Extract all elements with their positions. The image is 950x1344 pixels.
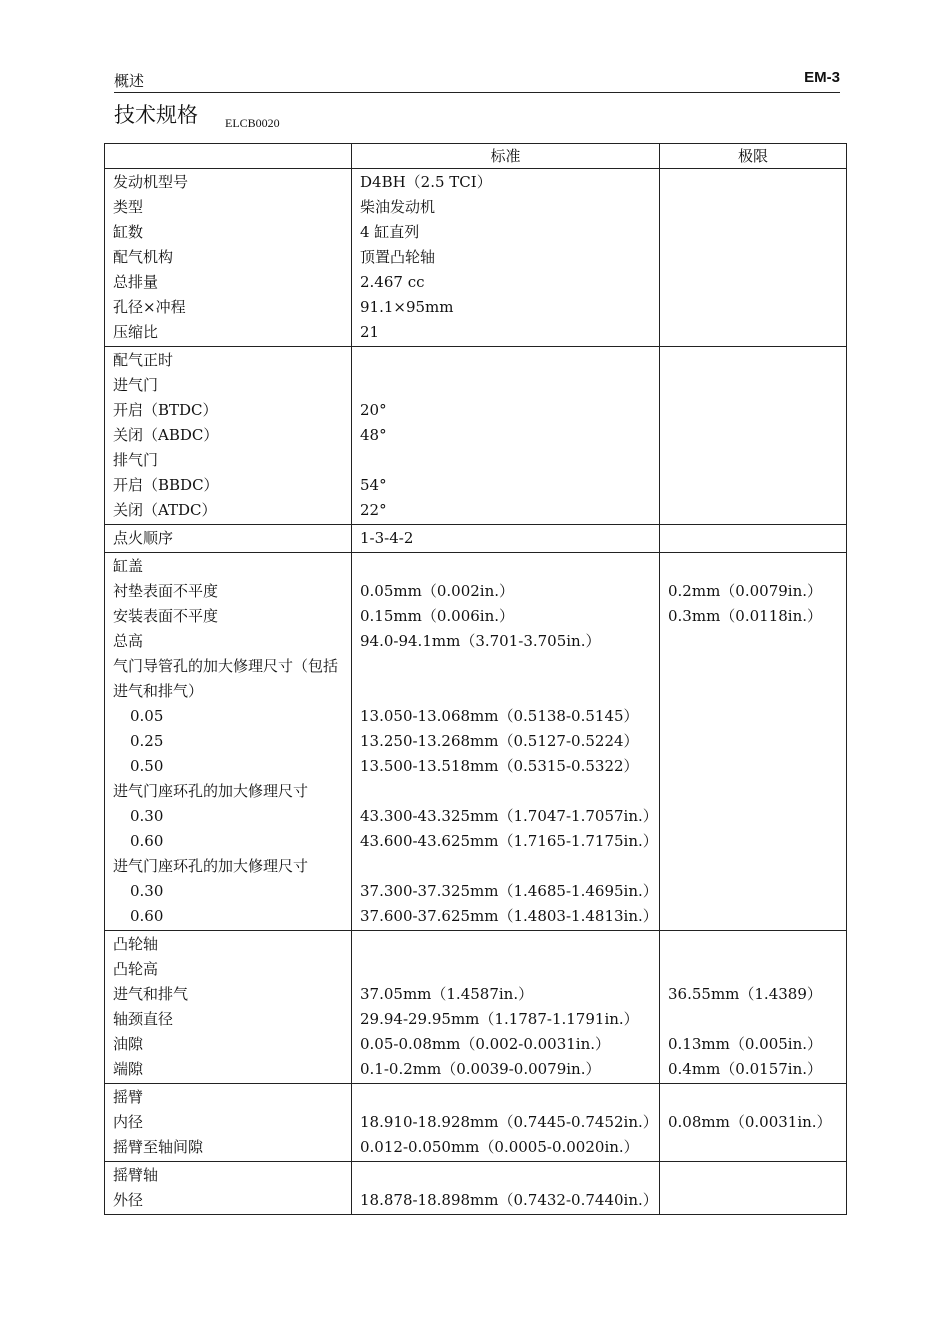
table-row (105, 931, 847, 1084)
spec-label: 端隙 (113, 1060, 144, 1078)
standard-value (360, 1163, 651, 1188)
spec-label: 压缩比 (113, 323, 159, 341)
limit-value: 0.13mm（0.005in.） (668, 1035, 823, 1053)
spec-label: 关闭（ABDC） (113, 426, 219, 444)
limit-value (668, 654, 838, 704)
spec-table (104, 143, 847, 1215)
standard-value (360, 1085, 651, 1110)
limit-value (668, 423, 838, 448)
spec-label: 油隙 (113, 1035, 144, 1053)
standard-value (360, 779, 651, 804)
limit-value: 36.55mm（1.4389） (668, 985, 822, 1003)
spec-label: 进气门座环孔的加大修理尺寸 (113, 857, 309, 875)
spec-label: 凸轮轴 (113, 935, 159, 953)
standard-value: 37.300-37.325mm（1.4685-1.4695in.） (360, 882, 658, 900)
standard-value: 22° (360, 501, 387, 519)
limit-cell (660, 169, 847, 347)
spec-label: 总排量 (113, 273, 159, 291)
limit-value (668, 448, 838, 473)
item-cell (105, 169, 352, 347)
item-cell (105, 347, 352, 525)
standard-value: 4 缸直列 (360, 223, 420, 241)
column-header-standard: 标准 (352, 144, 660, 169)
table-row (105, 1162, 847, 1215)
item-cell (105, 1084, 352, 1162)
spec-label: 排气门 (113, 451, 159, 469)
limit-value (668, 829, 838, 854)
standard-cell (352, 931, 660, 1084)
standard-value: 43.300-43.325mm（1.7047-1.7057in.） (360, 807, 658, 825)
spec-label: 0.60 (130, 832, 164, 850)
standard-value: 18.878-18.898mm（0.7432-0.7440in.） (360, 1191, 658, 1209)
column-header-item (105, 144, 352, 169)
spec-label: 衬垫表面不平度 (113, 582, 219, 600)
spec-label: 0.25 (130, 732, 164, 750)
table-row (105, 169, 847, 347)
limit-cell (660, 553, 847, 931)
spec-label: 发动机型号 (113, 173, 189, 191)
limit-value (668, 704, 838, 729)
spec-label: 凸轮高 (113, 960, 159, 978)
standard-value: D4BH（2.5 TCI） (360, 173, 492, 191)
limit-cell (660, 931, 847, 1084)
limit-value: 0.4mm（0.0157in.） (668, 1060, 823, 1078)
standard-value: 13.250-13.268mm（0.5127-0.5224） (360, 732, 639, 750)
limit-cell (660, 525, 847, 553)
spec-label: 0.50 (130, 757, 164, 775)
limit-value: 0.2mm（0.0079in.） (668, 582, 823, 600)
limit-value (668, 779, 838, 804)
spec-label: 摇臂轴 (113, 1166, 159, 1184)
standard-value: 29.94-29.95mm（1.1787-1.1791in.） (360, 1010, 639, 1028)
limit-value (668, 498, 838, 523)
limit-cell (660, 347, 847, 525)
spec-label: 开启（BBDC） (113, 476, 219, 494)
standard-value (360, 957, 651, 982)
standard-value: 0.012-0.050mm（0.0005-0.0020in.） (360, 1138, 639, 1156)
spec-label: 轴颈直径 (113, 1010, 174, 1028)
standard-value: 37.600-37.625mm（1.4803-1.4813in.） (360, 907, 658, 925)
standard-value: 48° (360, 426, 387, 444)
standard-value: 柴油发动机 (360, 198, 436, 216)
limit-value (668, 629, 838, 654)
standard-value (360, 654, 651, 704)
standard-value: 37.05mm（1.4587in.） (360, 985, 534, 1003)
limit-value (668, 473, 838, 498)
limit-value (668, 295, 838, 320)
standard-value: 顶置凸轮轴 (360, 248, 436, 266)
standard-value (360, 854, 651, 879)
column-header-limit: 极限 (660, 144, 847, 169)
limit-value: 0.08mm（0.0031in.） (668, 1113, 832, 1131)
spec-label: 0.05 (130, 707, 164, 725)
limit-value (668, 1007, 838, 1032)
limit-value (668, 220, 838, 245)
table-header-row (105, 144, 847, 169)
limit-value (668, 398, 838, 423)
standard-value: 54° (360, 476, 387, 494)
limit-value (668, 270, 838, 295)
page-header (114, 68, 840, 93)
spec-label: 摇臂 (113, 1088, 144, 1106)
item-cell (105, 553, 352, 931)
spec-label: 类型 (113, 198, 144, 216)
limit-value (668, 1135, 838, 1160)
spec-label: 0.30 (130, 807, 164, 825)
limit-value (668, 245, 838, 270)
spec-label: 外径 (113, 1191, 144, 1209)
spec-label: 开启（BTDC） (113, 401, 218, 419)
limit-value (668, 879, 838, 904)
standard-value: 13.500-13.518mm（0.5315-0.5322） (360, 757, 639, 775)
standard-value: 0.15mm（0.006in.） (360, 607, 515, 625)
page-number: EM-3 (804, 69, 840, 86)
standard-cell (352, 1084, 660, 1162)
standard-value: 91.1×95mm (360, 298, 454, 316)
standard-value: 2.467 cc (360, 273, 425, 291)
limit-value (668, 754, 838, 779)
item-cell (105, 525, 352, 553)
spec-label: 进气门 (113, 376, 159, 394)
spec-label: 0.60 (130, 907, 164, 925)
item-cell (105, 931, 352, 1084)
table-row (105, 553, 847, 931)
spec-label: 配气正时 (113, 351, 174, 369)
limit-value (668, 804, 838, 829)
spec-label: 孔径×冲程 (113, 298, 186, 316)
standard-value (360, 448, 651, 473)
document-code: ELCB0020 (225, 116, 280, 130)
standard-value (360, 348, 651, 373)
limit-value (668, 904, 838, 929)
limit-value (668, 1085, 838, 1110)
standard-cell (352, 169, 660, 347)
item-cell (105, 1162, 352, 1215)
limit-cell (660, 1084, 847, 1162)
spec-label: 关闭（ATDC） (113, 501, 217, 519)
standard-cell (352, 525, 660, 553)
standard-value: 43.600-43.625mm（1.7165-1.7175in.） (360, 832, 658, 850)
table-row (105, 525, 847, 553)
standard-value: 0.05mm（0.002in.） (360, 582, 515, 600)
spec-label: 点火顺序 (113, 529, 174, 547)
standard-value: 1-3-4-2 (360, 529, 414, 547)
limit-value (668, 348, 838, 373)
standard-value: 13.050-13.068mm（0.5138-0.5145） (360, 707, 639, 725)
limit-value (668, 932, 838, 957)
limit-value (668, 320, 838, 345)
limit-value (668, 1163, 838, 1188)
standard-cell (352, 347, 660, 525)
spec-label: 内径 (113, 1113, 144, 1131)
limit-value (668, 373, 838, 398)
limit-value (668, 526, 838, 551)
limit-cell (660, 1162, 847, 1215)
table-row (105, 1084, 847, 1162)
spec-label: 气门导管孔的加大修理尺寸（包括进气和排气） (113, 657, 339, 700)
limit-value (668, 195, 838, 220)
standard-value (360, 554, 651, 579)
spec-label: 缸盖 (113, 557, 144, 575)
spec-label: 配气机构 (113, 248, 174, 266)
section-title: 概述 (114, 72, 145, 90)
limit-value: 0.3mm（0.0118in.） (668, 607, 823, 625)
spec-label: 缸数 (113, 223, 144, 241)
spec-label: 总高 (113, 632, 144, 650)
limit-value (668, 729, 838, 754)
limit-value (668, 554, 838, 579)
standard-value: 94.0-94.1mm（3.701-3.705in.） (360, 632, 601, 650)
spec-label: 进气和排气 (113, 985, 189, 1003)
spec-label: 摇臂至轴间隙 (113, 1138, 204, 1156)
standard-cell (352, 1162, 660, 1215)
standard-cell (352, 553, 660, 931)
standard-value (360, 373, 651, 398)
spec-label: 安装表面不平度 (113, 607, 219, 625)
standard-value (360, 932, 651, 957)
limit-value (668, 170, 838, 195)
standard-value: 21 (360, 323, 380, 341)
standard-value: 20° (360, 401, 387, 419)
limit-value (668, 957, 838, 982)
spec-label: 0.30 (130, 882, 164, 900)
limit-value (668, 1188, 838, 1213)
limit-value (668, 854, 838, 879)
standard-value: 18.910-18.928mm（0.7445-0.7452in.） (360, 1113, 658, 1131)
spec-label: 进气门座环孔的加大修理尺寸 (113, 782, 309, 800)
table-row (105, 347, 847, 525)
standard-value: 0.05-0.08mm（0.002-0.0031in.） (360, 1035, 611, 1053)
standard-value: 0.1-0.2mm（0.0039-0.0079in.） (360, 1060, 601, 1078)
page-title: 技术规格 (114, 103, 198, 127)
